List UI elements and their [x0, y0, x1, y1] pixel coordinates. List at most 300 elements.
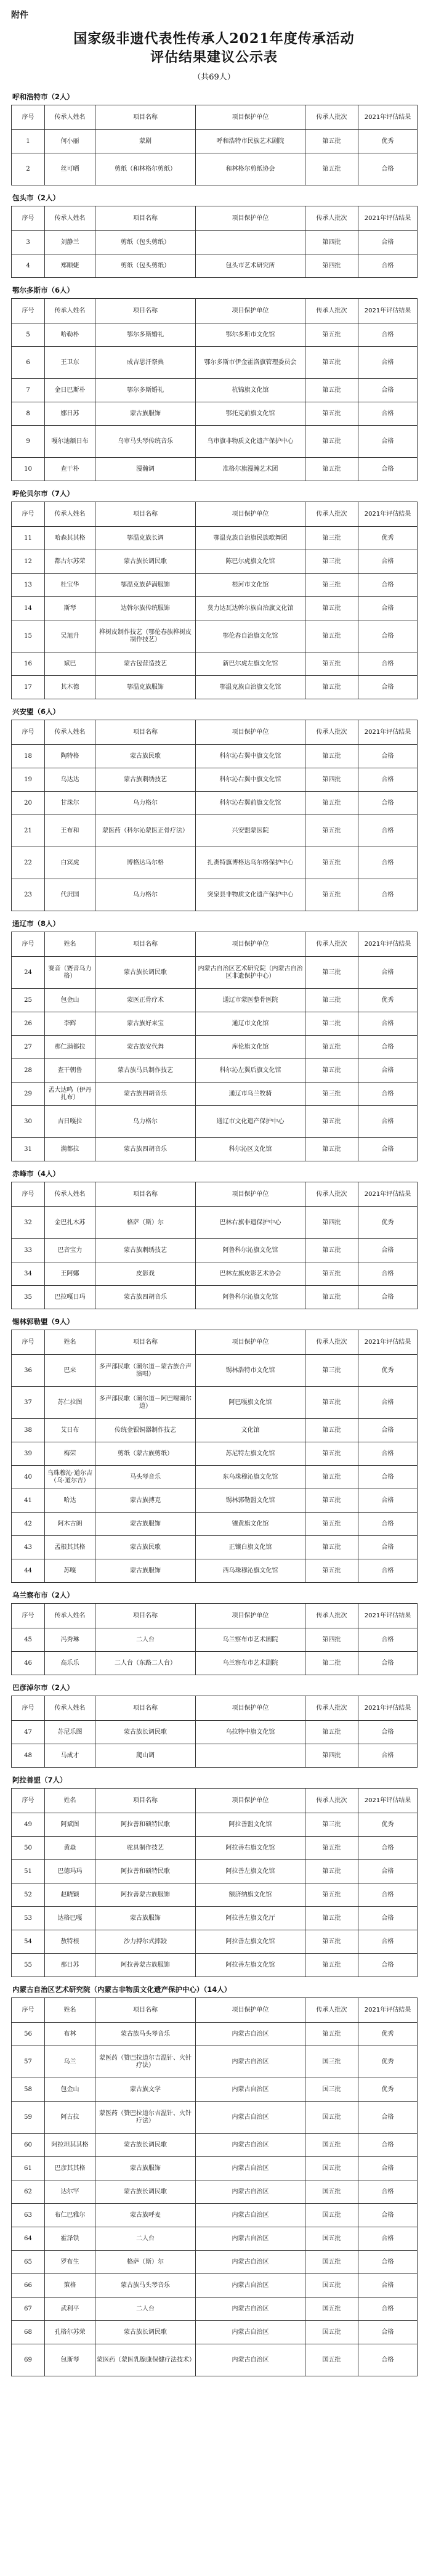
cell-name: 包金山	[45, 2078, 95, 2102]
cell-no: 60	[12, 2134, 45, 2157]
cell-batch: 第三批	[305, 550, 358, 574]
table-row	[12, 130, 418, 153]
inheritor-table	[11, 1696, 418, 1768]
header-unit: 项目保护单位	[196, 299, 305, 323]
cell-name: 何小丽	[45, 130, 95, 153]
header-project: 项目名称	[95, 720, 196, 745]
header-project: 项目名称	[95, 932, 196, 957]
cell-unit: 阿拉善盟文化馆	[196, 1813, 305, 1837]
cell-unit: 通辽市蒙医整骨医院	[196, 989, 305, 1012]
attachment-label: 附件	[11, 10, 28, 20]
section-1	[11, 92, 417, 185]
table-row	[12, 2023, 418, 2046]
header-name: 传承人姓名	[45, 1604, 95, 1628]
cell-no: 63	[12, 2204, 45, 2227]
cell-name: 武利平	[45, 2298, 95, 2321]
cell-no: 62	[12, 2180, 45, 2204]
cell-project: 阿拉善和硕特民歌	[95, 1813, 196, 1837]
cell-batch: 第五批	[305, 815, 358, 847]
cell-project: 蒙古族好来宝	[95, 1012, 196, 1036]
cell-result: 合格	[358, 2298, 418, 2321]
cell-result: 合格	[358, 1106, 418, 1138]
cell-name: 斯琴	[45, 597, 95, 620]
cell-unit: 锡林浩特市文化馆	[196, 1355, 305, 1387]
table-row	[12, 768, 418, 792]
cell-name: 吉日嘎拉	[45, 1106, 95, 1138]
cell-batch: 第五批	[305, 1489, 358, 1513]
cell-name: 王布和	[45, 815, 95, 847]
cell-no: 56	[12, 2023, 45, 2046]
cell-project: 蒙剧	[95, 130, 196, 153]
table-row	[12, 2274, 418, 2298]
cell-result: 合格	[358, 1837, 418, 1860]
cell-result: 合格	[358, 792, 418, 815]
cell-no: 28	[12, 1059, 45, 1083]
cell-project: 蒙医药（蒙医乳腺康保健疗法技术）	[95, 2344, 196, 2376]
section-heading: 巴彦淖尔市（2人）	[12, 1683, 75, 1692]
cell-result: 合格	[358, 231, 418, 254]
cell-project: 蒙古族服饰	[95, 1513, 196, 1536]
cell-batch: 国五批	[305, 2227, 358, 2251]
cell-no: 30	[12, 1106, 45, 1138]
cell-name: 乌珠穆沁·道尔吉（乌·道尔吉）	[45, 1466, 95, 1489]
cell-name: 刘静兰	[45, 231, 95, 254]
table-header-row	[12, 1998, 418, 2023]
table-row	[12, 323, 418, 347]
table-row	[12, 2298, 418, 2321]
cell-batch: 第五批	[305, 2023, 358, 2046]
header-name: 传承人姓名	[45, 206, 95, 231]
table-row	[12, 815, 418, 847]
cell-result: 合格	[358, 1628, 418, 1652]
cell-no: 29	[12, 1083, 45, 1106]
table-row	[12, 2227, 418, 2251]
table-row	[12, 989, 418, 1012]
cell-unit: 新巴尔虎左旗文化馆	[196, 652, 305, 676]
section-12	[11, 1985, 417, 2376]
cell-batch: 第三批	[305, 1813, 358, 1837]
cell-project: 蒙医药（赞巴拉道尔吉温针、火针疗法）	[95, 2102, 196, 2134]
cell-no: 26	[12, 1012, 45, 1036]
cell-project: 蒙古族刺绣技艺	[95, 1239, 196, 1262]
cell-no: 42	[12, 1513, 45, 1536]
cell-batch: 第五批	[305, 1860, 358, 1883]
cell-unit: 阿拉善左旗文化厅	[196, 1907, 305, 1930]
section-heading: 兴安盟（6人）	[12, 707, 60, 716]
cell-result: 合格	[358, 2251, 418, 2274]
cell-result: 合格	[358, 1059, 418, 1083]
header-unit: 项目保护单位	[196, 105, 305, 130]
header-batch: 传承人批次	[305, 299, 358, 323]
cell-result: 优秀	[358, 989, 418, 1012]
table-row	[12, 426, 418, 458]
header-result: 2021年评估结果	[358, 1998, 418, 2023]
cell-unit: 乌审旗非物质文化遗产保护中心	[196, 426, 305, 458]
cell-unit: 和林格尔剪纸协会	[196, 153, 305, 185]
cell-batch: 第五批	[305, 1138, 358, 1161]
header-project: 项目名称	[95, 502, 196, 527]
cell-batch: 第五批	[305, 1536, 358, 1559]
cell-result: 优秀	[358, 1813, 418, 1837]
cell-no: 31	[12, 1138, 45, 1161]
header-result: 2021年评估结果	[358, 1604, 418, 1628]
table-header-row	[12, 206, 418, 231]
cell-no: 51	[12, 1860, 45, 1883]
table-row	[12, 1559, 418, 1583]
cell-project: 蒙古族呼麦	[95, 2204, 196, 2227]
table-header-row	[12, 1604, 418, 1628]
cell-name: 赵晓颖	[45, 1883, 95, 1907]
cell-no: 21	[12, 815, 45, 847]
header-no: 序号	[12, 206, 45, 231]
header-batch: 传承人批次	[305, 720, 358, 745]
header-no: 序号	[12, 720, 45, 745]
cell-batch: 国五批	[305, 2298, 358, 2321]
header-result: 2021年评估结果	[358, 502, 418, 527]
cell-batch: 国三批	[305, 2046, 358, 2078]
cell-result: 合格	[358, 768, 418, 792]
section-11	[11, 1775, 417, 1977]
cell-project: 蒙医药（科尔沁蒙医正骨疗法）	[95, 815, 196, 847]
cell-result: 合格	[358, 1930, 418, 1954]
cell-result: 合格	[358, 1559, 418, 1583]
cell-unit	[196, 231, 305, 254]
cell-unit: 根河市文化馆	[196, 574, 305, 597]
cell-project: 传统金银铜器制作技艺	[95, 1419, 196, 1442]
cell-result: 合格	[358, 1489, 418, 1513]
cell-batch: 国五批	[305, 2251, 358, 2274]
cell-name: 赛音（赛音乌力格）	[45, 957, 95, 989]
cell-batch: 国三批	[305, 2078, 358, 2102]
cell-unit: 乌兰察布市艺术剧院	[196, 1652, 305, 1675]
cell-unit: 东乌珠穆沁旗文化馆	[196, 1466, 305, 1489]
cell-no: 48	[12, 1744, 45, 1768]
table-row	[12, 957, 418, 989]
cell-result: 合格	[358, 1419, 418, 1442]
cell-name: 阿斌图	[45, 1813, 95, 1837]
cell-batch: 第五批	[305, 323, 358, 347]
inheritor-table	[11, 932, 418, 1161]
cell-no: 25	[12, 989, 45, 1012]
cell-no: 13	[12, 574, 45, 597]
table-row	[12, 1012, 418, 1036]
cell-unit: 准格尔旗漫瀚艺术团	[196, 458, 305, 481]
cell-name: 金巴扎木苏	[45, 1207, 95, 1239]
cell-no: 17	[12, 676, 45, 699]
cell-unit: 通辽市文化遗产保护中心	[196, 1106, 305, 1138]
table-row	[12, 231, 418, 254]
header-name: 传承人姓名	[45, 299, 95, 323]
cell-name: 达尔罕	[45, 2180, 95, 2204]
header-unit: 项目保护单位	[196, 1789, 305, 1813]
cell-no: 41	[12, 1489, 45, 1513]
cell-project: 剪纸（包头剪纸）	[95, 231, 196, 254]
cell-name: 甘珠尔	[45, 792, 95, 815]
cell-batch: 第五批	[305, 1559, 358, 1583]
inheritor-table	[11, 1330, 418, 1583]
table-row	[12, 379, 418, 402]
cell-result: 合格	[358, 676, 418, 699]
cell-project: 博格达乌尔格	[95, 847, 196, 879]
cell-project: 蒙古族服饰	[95, 1559, 196, 1583]
table-header-row	[12, 1330, 418, 1355]
cell-result: 优秀	[358, 1355, 418, 1387]
cell-no: 39	[12, 1442, 45, 1466]
cell-unit: 内蒙古自治区	[196, 2298, 305, 2321]
header-no: 序号	[12, 105, 45, 130]
cell-unit: 内蒙古自治区	[196, 2274, 305, 2298]
header-no: 序号	[12, 1330, 45, 1355]
cell-result: 合格	[358, 1286, 418, 1309]
cell-name: 霍泽铁	[45, 2227, 95, 2251]
cell-unit	[196, 1744, 305, 1768]
cell-name: 巴彦其其格	[45, 2157, 95, 2180]
cell-no: 57	[12, 2046, 45, 2078]
table-row	[12, 254, 418, 278]
header-batch: 传承人批次	[305, 1330, 358, 1355]
table-row	[12, 1083, 418, 1106]
cell-no: 5	[12, 323, 45, 347]
cell-result: 合格	[358, 1036, 418, 1059]
table-row	[12, 550, 418, 574]
cell-batch: 第五批	[305, 792, 358, 815]
cell-result: 合格	[358, 1083, 418, 1106]
cell-project: 蒙古包营造技艺	[95, 652, 196, 676]
cell-batch: 第五批	[305, 426, 358, 458]
cell-batch: 第三批	[305, 989, 358, 1012]
cell-project: 爬山调	[95, 1744, 196, 1768]
section-heading: 内蒙古自治区艺术研究院（内蒙古非物质文化遗产保护中心）（14人）	[12, 1985, 232, 1994]
cell-project: 成吉思汗祭典	[95, 347, 196, 379]
cell-unit: 呼和浩特市民族艺术剧院	[196, 130, 305, 153]
inheritor-table	[11, 720, 418, 911]
table-row	[12, 652, 418, 676]
cell-project: 阿拉善和硕特民歌	[95, 1860, 196, 1883]
cell-project: 鄂温克族长调	[95, 527, 196, 550]
cell-batch: 第五批	[305, 1387, 358, 1419]
cell-name: 其木德	[45, 676, 95, 699]
cell-result: 合格	[358, 1907, 418, 1930]
header-result: 2021年评估结果	[358, 1330, 418, 1355]
cell-batch: 第五批	[305, 458, 358, 481]
cell-project: 蒙古族四胡音乐	[95, 1138, 196, 1161]
table-row	[12, 676, 418, 699]
cell-result: 优秀	[358, 1207, 418, 1239]
cell-project: 格萨（斯）尔	[95, 2251, 196, 2274]
cell-name: 阿木古朗	[45, 1513, 95, 1536]
cell-batch: 第五批	[305, 676, 358, 699]
cell-result: 合格	[358, 426, 418, 458]
cell-name: 王阿娜	[45, 1262, 95, 1286]
cell-result: 合格	[358, 1138, 418, 1161]
cell-batch: 第五批	[305, 1286, 358, 1309]
cell-batch: 第四批	[305, 254, 358, 278]
cell-name: 罗布生	[45, 2251, 95, 2274]
cell-no: 59	[12, 2102, 45, 2134]
table-row	[12, 2102, 418, 2134]
section-9	[11, 1590, 417, 1675]
cell-project: 蒙医药（赞巴拉道尔吉温针、火针疗法）	[95, 2046, 196, 2078]
header-result: 2021年评估结果	[358, 299, 418, 323]
header-result: 2021年评估结果	[358, 1789, 418, 1813]
table-header-row	[12, 1182, 418, 1207]
cell-no: 20	[12, 792, 45, 815]
header-no: 序号	[12, 1182, 45, 1207]
cell-batch: 国五批	[305, 2321, 358, 2344]
table-row	[12, 2251, 418, 2274]
cell-name: 哈森其其格	[45, 527, 95, 550]
table-row	[12, 597, 418, 620]
header-batch: 传承人批次	[305, 932, 358, 957]
header-unit: 项目保护单位	[196, 502, 305, 527]
cell-name: 敖特根	[45, 1930, 95, 1954]
table-header-row	[12, 932, 418, 957]
cell-unit: 内蒙古自治区	[196, 2180, 305, 2204]
cell-unit: 镶黄旗文化馆	[196, 1513, 305, 1536]
header-result: 2021年评估结果	[358, 932, 418, 957]
cell-name: 代沢国	[45, 879, 95, 911]
cell-name: 那日苏	[45, 1954, 95, 1977]
cell-unit: 苏尼特左旗文化馆	[196, 1442, 305, 1466]
cell-unit: 鄂伦春自治旗文化馆	[196, 620, 305, 652]
table-header-row	[12, 502, 418, 527]
cell-no: 65	[12, 2251, 45, 2274]
table-row	[12, 1489, 418, 1513]
cell-result: 合格	[358, 1744, 418, 1768]
table-row	[12, 2134, 418, 2157]
cell-unit: 库伦旗文化馆	[196, 1036, 305, 1059]
cell-name: 吴旭升	[45, 620, 95, 652]
cell-no: 35	[12, 1286, 45, 1309]
cell-unit: 通辽市文化馆	[196, 1012, 305, 1036]
cell-unit: 莫力达瓦达斡尔族自治旗文化馆	[196, 597, 305, 620]
cell-name: 孔格尔苏荣	[45, 2321, 95, 2344]
cell-unit: 通辽市乌兰牧骑	[196, 1083, 305, 1106]
cell-batch: 第五批	[305, 1106, 358, 1138]
table-row	[12, 1721, 418, 1744]
cell-no: 50	[12, 1837, 45, 1860]
cell-result: 合格	[358, 2134, 418, 2157]
table-row	[12, 1744, 418, 1768]
table-row	[12, 1860, 418, 1883]
inheritor-table	[11, 1788, 418, 1977]
cell-batch: 国五批	[305, 2134, 358, 2157]
cell-unit: 鄂尔多斯市伊金霍洛旗管理委员会	[196, 347, 305, 379]
cell-name: 布林	[45, 2023, 95, 2046]
cell-result: 优秀	[358, 130, 418, 153]
cell-unit: 内蒙古自治区	[196, 2078, 305, 2102]
header-unit: 项目保护单位	[196, 1330, 305, 1355]
header-name: 姓名	[45, 1330, 95, 1355]
section-heading: 锡林郭勒盟（9人）	[12, 1317, 75, 1326]
cell-no: 64	[12, 2227, 45, 2251]
header-unit: 项目保护单位	[196, 1696, 305, 1721]
cell-batch: 第五批	[305, 1513, 358, 1536]
header-result: 2021年评估结果	[358, 105, 418, 130]
cell-unit: 内蒙古自治区	[196, 2227, 305, 2251]
cell-no: 24	[12, 957, 45, 989]
cell-unit: 内蒙古自治区	[196, 2157, 305, 2180]
section-heading: 阿拉善盟（7人）	[12, 1776, 67, 1784]
section-6	[11, 919, 417, 1161]
cell-name: 阿拉坦其其格	[45, 2134, 95, 2157]
cell-batch: 第三批	[305, 527, 358, 550]
cell-no: 58	[12, 2078, 45, 2102]
cell-batch: 第五批	[305, 1883, 358, 1907]
cell-project: 多声部民歌（潮尔道－蒙古族合声演唱）	[95, 1355, 196, 1387]
cell-unit: 阿拉善左旗文化馆	[196, 1860, 305, 1883]
cell-project: 鄂尔多斯婚礼	[95, 379, 196, 402]
document-title-line-2: 评估结果建议公示表	[150, 49, 278, 65]
cell-name: 查干朴	[45, 458, 95, 481]
cell-batch: 第五批	[305, 1239, 358, 1262]
table-row	[12, 1387, 418, 1419]
cell-result: 合格	[358, 379, 418, 402]
cell-project: 乌力格尔	[95, 792, 196, 815]
cell-project: 沙力搏尔式摔跤	[95, 1930, 196, 1954]
table-row	[12, 1138, 418, 1161]
cell-result: 合格	[358, 574, 418, 597]
cell-name: 哈勒朴	[45, 323, 95, 347]
header-unit: 项目保护单位	[196, 932, 305, 957]
cell-no: 10	[12, 458, 45, 481]
cell-name: 策格	[45, 2274, 95, 2298]
cell-name: 巴来	[45, 1355, 95, 1387]
table-row	[12, 1837, 418, 1860]
table-row	[12, 1059, 418, 1083]
cell-name: 嘎尔迪额日布	[45, 426, 95, 458]
cell-name: 包金山	[45, 989, 95, 1012]
cell-name: 黄焱	[45, 1837, 95, 1860]
cell-no: 11	[12, 527, 45, 550]
cell-project: 蒙古族服饰	[95, 1907, 196, 1930]
cell-result: 优秀	[358, 2023, 418, 2046]
cell-result: 合格	[358, 1954, 418, 1977]
header-no: 序号	[12, 1789, 45, 1813]
cell-batch: 第三批	[305, 957, 358, 989]
cell-unit: 阿鲁科尔沁旗文化馆	[196, 1239, 305, 1262]
cell-project: 剪纸（和林格尔剪纸）	[95, 153, 196, 185]
cell-name: 丝可晒	[45, 153, 95, 185]
cell-name: 查干朝鲁	[45, 1059, 95, 1083]
cell-no: 49	[12, 1813, 45, 1837]
cell-unit: 鄂托克前旗文化馆	[196, 402, 305, 426]
cell-name: 马成才	[45, 1744, 95, 1768]
cell-result: 合格	[358, 879, 418, 911]
cell-project: 蒙古族马头琴音乐	[95, 2023, 196, 2046]
cell-unit: 西乌珠穆沁旗文化馆	[196, 1559, 305, 1583]
table-row	[12, 2157, 418, 2180]
cell-name: 布仁巴雅尔	[45, 2204, 95, 2227]
cell-result: 合格	[358, 815, 418, 847]
cell-batch: 第五批	[305, 402, 358, 426]
cell-unit: 突泉县非物质文化遗产保护中心	[196, 879, 305, 911]
table-header-row	[12, 299, 418, 323]
cell-no: 55	[12, 1954, 45, 1977]
cell-project: 乌审马头琴传统音乐	[95, 426, 196, 458]
cell-result: 合格	[358, 323, 418, 347]
cell-result: 合格	[358, 347, 418, 379]
cell-result: 合格	[358, 1536, 418, 1559]
cell-batch: 第四批	[305, 231, 358, 254]
cell-unit: 内蒙古自治区	[196, 2344, 305, 2376]
section-heading: 包头市（2人）	[12, 193, 60, 202]
header-batch: 传承人批次	[305, 1696, 358, 1721]
table-row	[12, 2204, 418, 2227]
cell-result: 合格	[358, 2344, 418, 2376]
section-10	[11, 1683, 417, 1768]
section-3	[11, 285, 417, 481]
